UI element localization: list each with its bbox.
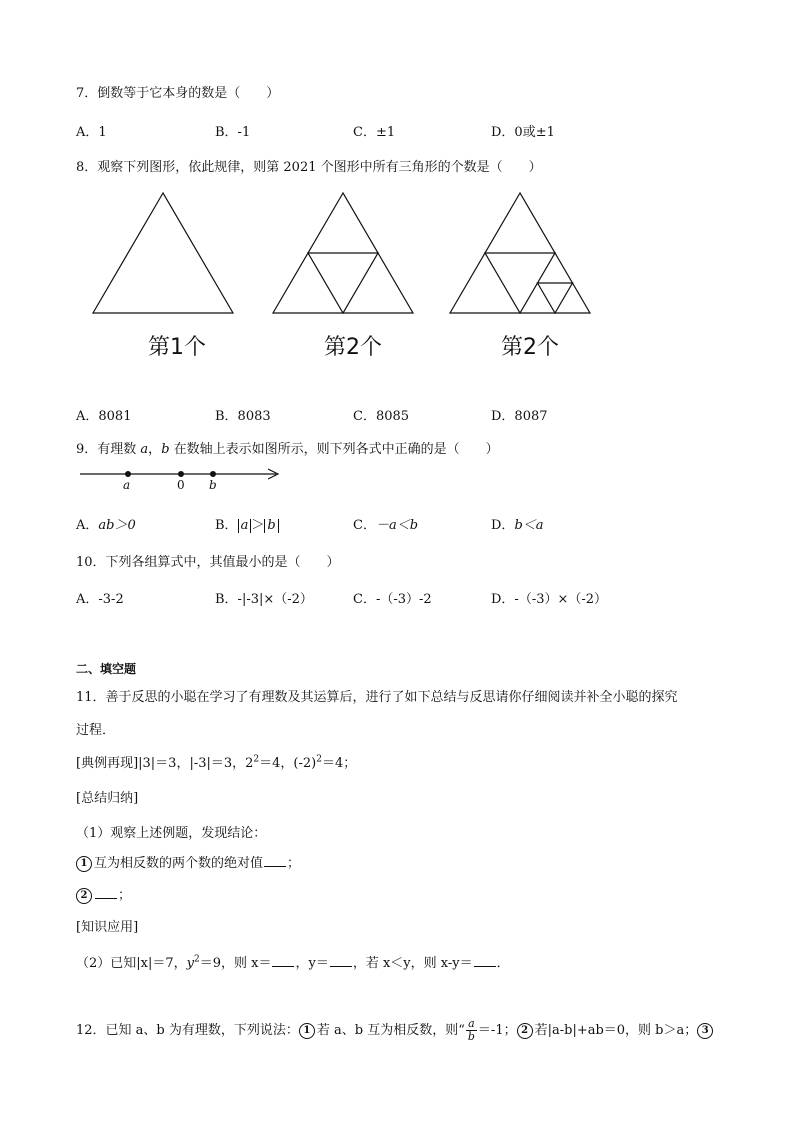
axis-label-b: b (209, 478, 217, 492)
circled-number-2: 2 (517, 1023, 533, 1039)
q11-part2: （2）已知|x|＝7，$y^2=9$，则 x＝ ，y＝ ，若 x＜y，则 x-y＝ ． (76, 954, 510, 971)
figure-3-caption: 第2个 (501, 335, 559, 360)
q9-option-a: A．ab＞0 (76, 518, 136, 533)
point-zero (178, 471, 184, 477)
point-b (210, 471, 216, 477)
q9-option-d: D．b＜a (491, 518, 544, 533)
q10-option-d: D．-（-3）×（-2） (491, 592, 608, 607)
answer-blank-y[interactable] (330, 954, 352, 967)
q8-stem: 8．观察下列图形，依此规律，则第 2021 个图形中所有三角形的个数是（ ） (76, 160, 542, 175)
q11-conclusion1: 1 互为相反数的两个数的绝对值 ； (76, 852, 300, 872)
q10-option-c: C．-（-3）-2 (353, 592, 432, 607)
q9-stem: 9．有理数 a，b 在数轴上表示如图所示，则下列各式中正确的是（ ） (76, 442, 499, 457)
q8-figure (0, 185, 794, 325)
q7-stem: 7．倒数等于它本身的数是（ ） (76, 86, 280, 101)
figure-3-triangles (450, 193, 590, 313)
figure-1-triangle (93, 193, 233, 313)
q10-stem: 10．下列各组算式中，其值最小的是（ ） (76, 555, 340, 570)
q11-apply-heading: [知识应用] (76, 920, 139, 935)
q9-option-c: C．－a＜b (353, 518, 419, 533)
q10-option-b: B．-|-3|×（-2） (215, 592, 313, 607)
q11-example: [典例再现]|3|＝3，|-3|＝3，$2^2=4$，$(-2)^2=4$； (76, 754, 357, 771)
q7-option-a: A．1 (76, 125, 107, 140)
circled-number-1: 1 (299, 1023, 315, 1039)
q11-line2: 过程． (76, 723, 116, 738)
q8-option-d: D．8087 (491, 409, 548, 424)
answer-blank[interactable] (264, 854, 286, 867)
q12-stem: 12．已知 a、b 为有理数，下列说法： 1 若 a、b 互为相反数，则“ $\frac{a}{b}$ ＝-1； 2 若|a-b|+ab＝0，则 b＞a； 3 (76, 1018, 715, 1043)
q7-option-c: C．±1 (353, 125, 396, 140)
q11-line1: 11．善于反思的小聪在学习了有理数及其运算后，进行了如下总结与反思请你仔细阅读并补全小聪的探究 (76, 690, 678, 705)
section-title: 二、填空题 (76, 662, 137, 676)
answer-blank-x[interactable] (272, 954, 294, 967)
q8-option-c: C．8085 (353, 409, 410, 424)
figure-2-triangles (273, 193, 413, 313)
q7-option-b: B．-1 (215, 125, 251, 140)
axis-label-zero: 0 (177, 478, 185, 492)
q8-option-b: B．8083 (215, 409, 271, 424)
q11-part1: （1）观察上述例题，发现结论： (76, 826, 267, 841)
answer-blank[interactable] (95, 886, 117, 899)
q7-option-d: D．0或±1 (491, 125, 555, 140)
circled-number-1: 1 (76, 856, 92, 872)
point-a (125, 471, 131, 477)
q11-summary-heading: [总结归纳] (76, 791, 139, 806)
q10-option-a: A．-3-2 (76, 592, 124, 607)
fraction-a-over-b: $\frac{a}{b}$ (467, 1017, 475, 1043)
q9-option-b: B． a ＞ b (215, 514, 279, 533)
number-line (0, 462, 794, 494)
figure-1-caption: 第1个 (148, 335, 206, 360)
q11-conclusion2: 2 ； (76, 884, 131, 904)
answer-blank-x-minus-y[interactable] (474, 954, 496, 967)
axis-label-a: a (123, 478, 131, 492)
figure-2-caption: 第2个 (324, 335, 382, 360)
circled-number-2: 2 (76, 888, 92, 904)
q8-option-a: A．8081 (76, 409, 132, 424)
circled-number-3: 3 (697, 1023, 713, 1039)
